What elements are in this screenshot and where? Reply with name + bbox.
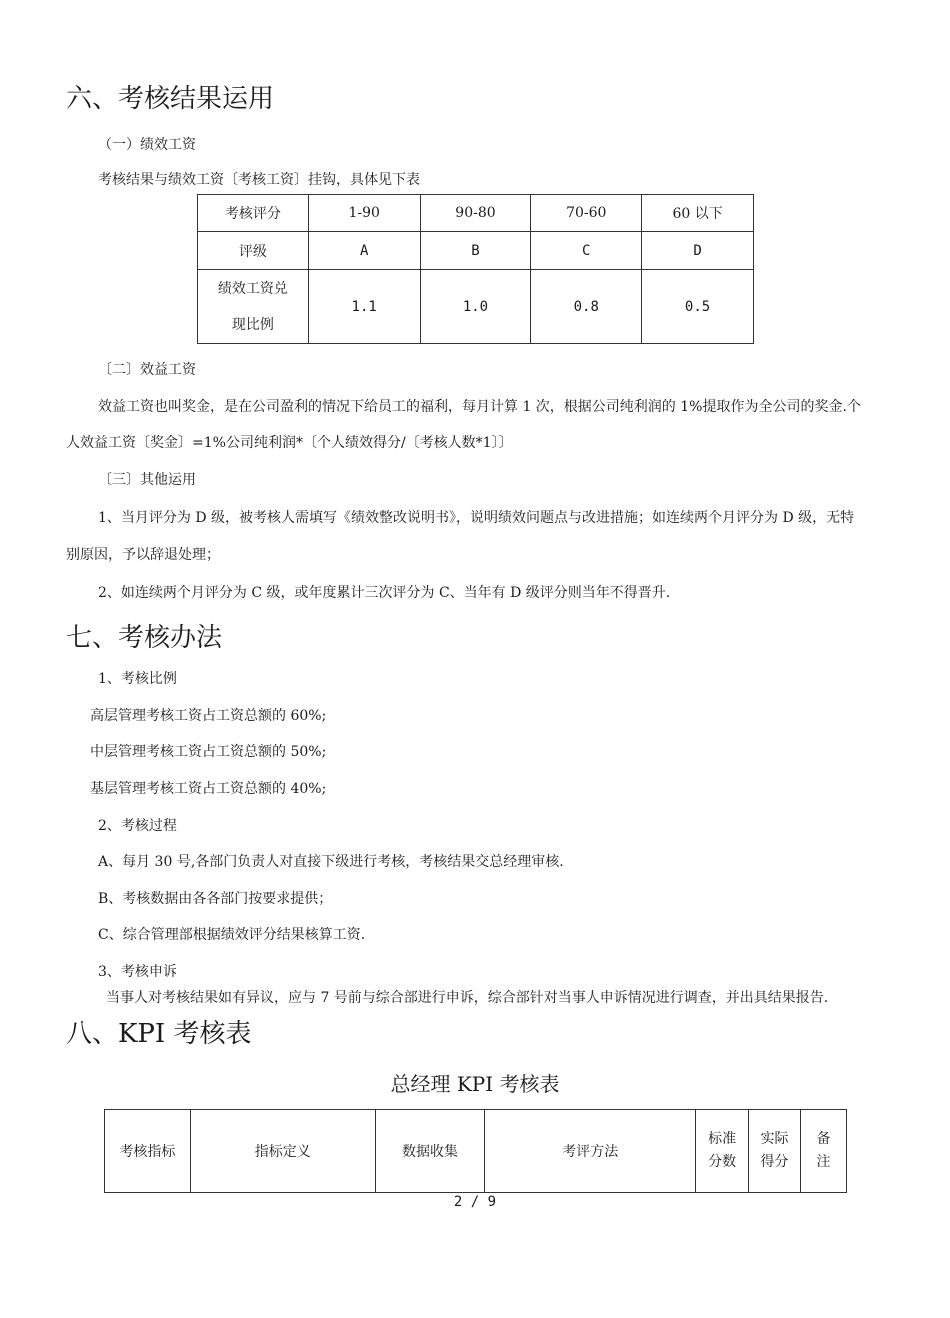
- section8-heading: 八、KPI 考核表: [66, 1019, 252, 1049]
- table-cell: 1.1: [308, 270, 420, 344]
- kpi-table: [104, 1109, 847, 1193]
- table-row: [198, 270, 754, 344]
- table-cell: 0.8: [531, 270, 642, 344]
- ratio-title: 1、考核比例: [98, 671, 177, 687]
- paragraph-line: 别原因，予以辞退处理；: [66, 547, 220, 563]
- header-line: 实际: [760, 1131, 789, 1147]
- section6-heading: 六、考核结果运用: [66, 84, 275, 114]
- header-line: 注: [816, 1154, 831, 1170]
- header-line: 备: [816, 1131, 831, 1147]
- ratio-line: 中层管理考核工资占工资总额的 50%;: [90, 744, 327, 760]
- paragraph-line: 2、如连续两个月评分为 C 级，或年度累计三次评分为 C、当年有 D 级评分则当年不得晋升.: [98, 585, 671, 601]
- page-number: 2 / 9: [453, 1194, 497, 1210]
- ratio-line: 基层管理考核工资占工资总额的 40%;: [90, 781, 327, 797]
- header-line: 标准: [708, 1131, 737, 1147]
- process-line: A、每月 30 号,各部门负责人对直接下级进行考核，考核结果交总经理审核.: [98, 854, 564, 870]
- table-cell: [198, 270, 309, 344]
- table-cell: 60 以下: [642, 195, 754, 232]
- process-line: B、考核数据由各各部门按要求提供；: [98, 891, 333, 907]
- table-cell: 70-60: [531, 195, 642, 232]
- ratio-line: 高层管理考核工资占工资总额的 60%;: [90, 708, 327, 724]
- paragraph-line: 1、当月评分为 D 级，被考核人需填写《绩效整改说明书》，说明绩效问题点与改进措施；如连续两个月评分为 D 级，无特: [98, 510, 855, 526]
- table-intro: 考核结果与绩效工资〔考核工资〕挂钩，具体见下表: [98, 172, 420, 188]
- subheading-benefit-pay: 〔二〕效益工资: [98, 362, 196, 378]
- section7-heading: 七、考核办法: [66, 623, 223, 653]
- header-indicator: 考核指标: [105, 1110, 191, 1193]
- header-line: 得分: [760, 1154, 789, 1170]
- paragraph-line: 效益工资也叫奖金，是在公司盈利的情况下给员工的福利，每月计算 1 次，根据公司纯利润的 1%提取作为全公司的奖金.个: [98, 399, 861, 415]
- row-label-line: 现比例: [231, 316, 274, 333]
- header-line: 分数: [708, 1154, 737, 1170]
- kpi-table-title: 总经理 KPI 考核表: [390, 1072, 560, 1096]
- process-line: C、综合管理部根据绩效评分结果核算工资.: [98, 927, 366, 943]
- table-cell: B: [420, 232, 531, 270]
- table-header-row: [105, 1110, 847, 1193]
- appeal-text: 当事人对考核结果如有异议，应与 7 号前与综合部进行申诉，综合部针对当事人申诉情况进行调查，并出具结果报告.: [106, 990, 829, 1006]
- table-cell: D: [642, 232, 754, 270]
- table-cell: 1.0: [420, 270, 531, 344]
- table-row: [198, 232, 754, 270]
- header-method: 考评方法: [485, 1110, 696, 1193]
- table-row: [198, 195, 754, 232]
- header-standard-score: [696, 1110, 749, 1193]
- grade-table: [197, 194, 754, 344]
- row-label-line: 绩效工资兑: [217, 280, 288, 297]
- header-definition: 指标定义: [190, 1110, 375, 1193]
- header-data-collection: 数据收集: [375, 1110, 485, 1193]
- paragraph-line: 人效益工资〔奖金〕=1%公司纯利润*〔个人绩效得分/〔考核人数*1〕〕: [66, 435, 513, 451]
- header-note: [801, 1110, 847, 1193]
- table-cell: A: [308, 232, 420, 270]
- table-cell: 考核评分: [198, 195, 309, 232]
- header-actual-score: [749, 1110, 801, 1193]
- subheading-other-use: 〔三〕其他运用: [98, 472, 196, 488]
- appeal-title: 3、考核申诉: [98, 964, 177, 980]
- table-cell: 1-90: [308, 195, 420, 232]
- process-title: 2、考核过程: [98, 818, 177, 834]
- subheading-performance-pay: （一）绩效工资: [98, 137, 196, 153]
- table-cell: 评级: [198, 232, 309, 270]
- table-cell: 0.5: [642, 270, 754, 344]
- table-cell: 90-80: [420, 195, 531, 232]
- table-cell: C: [531, 232, 642, 270]
